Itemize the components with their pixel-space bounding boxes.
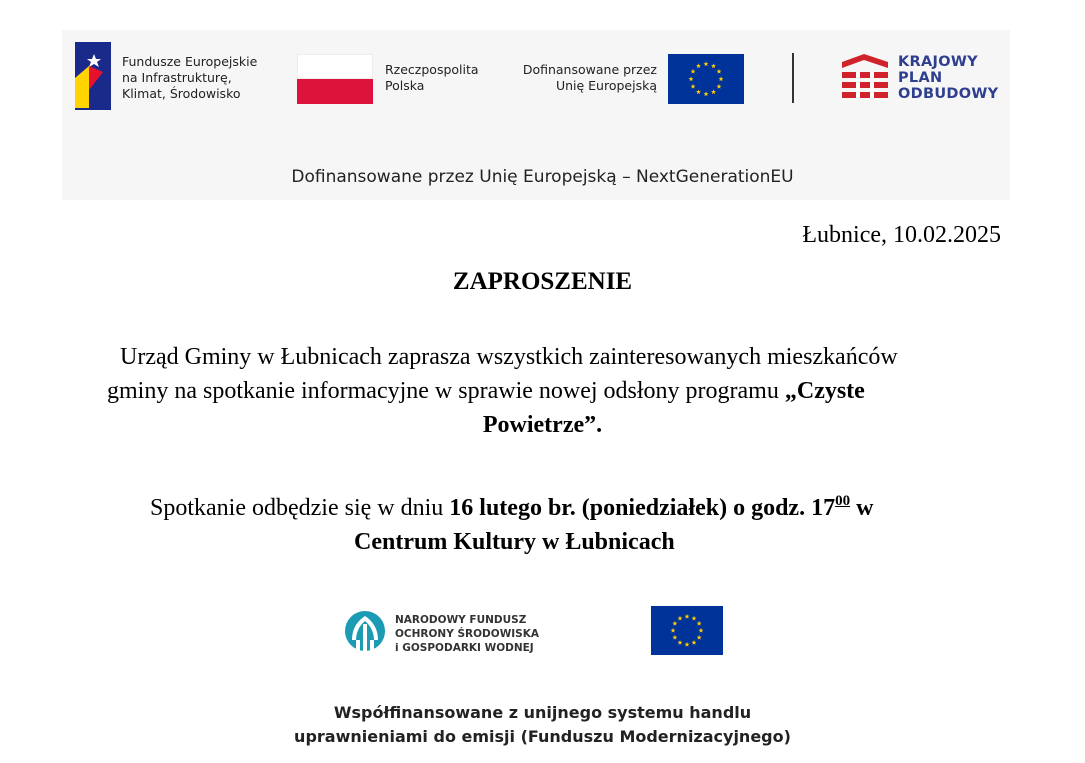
meeting-place: Centrum Kultury w Łubnicach bbox=[354, 529, 675, 555]
footer-line: uprawnieniami do emisji (Funduszu Modernizacyjnego) bbox=[294, 727, 791, 746]
para-line-2 bbox=[0, 374, 1085, 408]
fe-logo-icon bbox=[75, 42, 115, 110]
fe-text-line: na Infrastrukturę, bbox=[122, 70, 232, 85]
para-line-1 bbox=[0, 340, 1085, 374]
eu-text-line: Dofinansowane przez bbox=[522, 62, 657, 77]
rp-text-line: Rzeczpospolita bbox=[385, 62, 479, 77]
nfos-logo-icon bbox=[344, 610, 386, 656]
kpo-text-line: ODBUDOWY bbox=[898, 86, 999, 102]
para-text: gminy na spotkanie informacyjne w sprawie nowej odsłony programu bbox=[107, 378, 785, 404]
place-date: Łubnice, 10.02.2025 bbox=[802, 222, 1001, 248]
nfos-text bbox=[395, 613, 539, 655]
rp-text-line: Polska bbox=[385, 78, 425, 93]
program-name: Powietrze”. bbox=[482, 412, 603, 438]
document-title: ZAPROSZENIE bbox=[452, 268, 633, 295]
eu-text-line: Unię Europejską bbox=[555, 78, 657, 93]
kpo-text-line: PLAN bbox=[898, 70, 943, 86]
program-name: „Czyste bbox=[784, 378, 865, 404]
eu-funded-text bbox=[505, 62, 657, 94]
fe-text-line: Klimat, Środowisko bbox=[122, 86, 241, 101]
nfos-text-line: i GOSPODARKI WODNEJ bbox=[395, 642, 534, 654]
meeting-line-1 bbox=[0, 484, 1085, 525]
header-divider bbox=[792, 53, 794, 103]
rp-text bbox=[385, 62, 479, 94]
fe-text-line: Fundusze Europejskie bbox=[122, 54, 258, 69]
time-minutes: 00 bbox=[835, 493, 851, 509]
fe-logo-text bbox=[122, 54, 257, 102]
kpo-logo-icon bbox=[842, 54, 888, 104]
meeting-date-time: 16 lutego br. (poniedziałek) o godz. 17 bbox=[449, 495, 836, 521]
polish-flag-icon bbox=[297, 54, 373, 104]
eu-flag-icon bbox=[668, 54, 744, 104]
para-text: Urząd Gminy w Łubnicach zaprasza wszystkich zainteresowanych mieszkańców bbox=[120, 344, 898, 370]
kpo-text-line: KRAJOWY bbox=[898, 54, 978, 70]
footer-text bbox=[0, 701, 1085, 749]
invitation-paragraph bbox=[0, 340, 1085, 442]
meeting-line-2 bbox=[0, 525, 1085, 559]
footer-line: Współfinansowane z unijnego systemu handlu bbox=[333, 703, 752, 722]
meeting-text: w bbox=[850, 495, 874, 521]
para-line-3 bbox=[0, 408, 1085, 442]
meeting-paragraph bbox=[0, 484, 1085, 559]
nfos-text-line: OCHRONY ŚRODOWISKA bbox=[395, 628, 540, 640]
meeting-text: Spotkanie odbędzie się w dniu bbox=[150, 495, 450, 521]
header-tagline: Dofinansowane przez Unię Europejską – NextGenerationEU bbox=[291, 167, 794, 187]
eu-flag-icon bbox=[651, 606, 723, 655]
kpo-text bbox=[898, 54, 998, 102]
nfos-text-line: NARODOWY FUNDUSZ bbox=[395, 614, 527, 626]
